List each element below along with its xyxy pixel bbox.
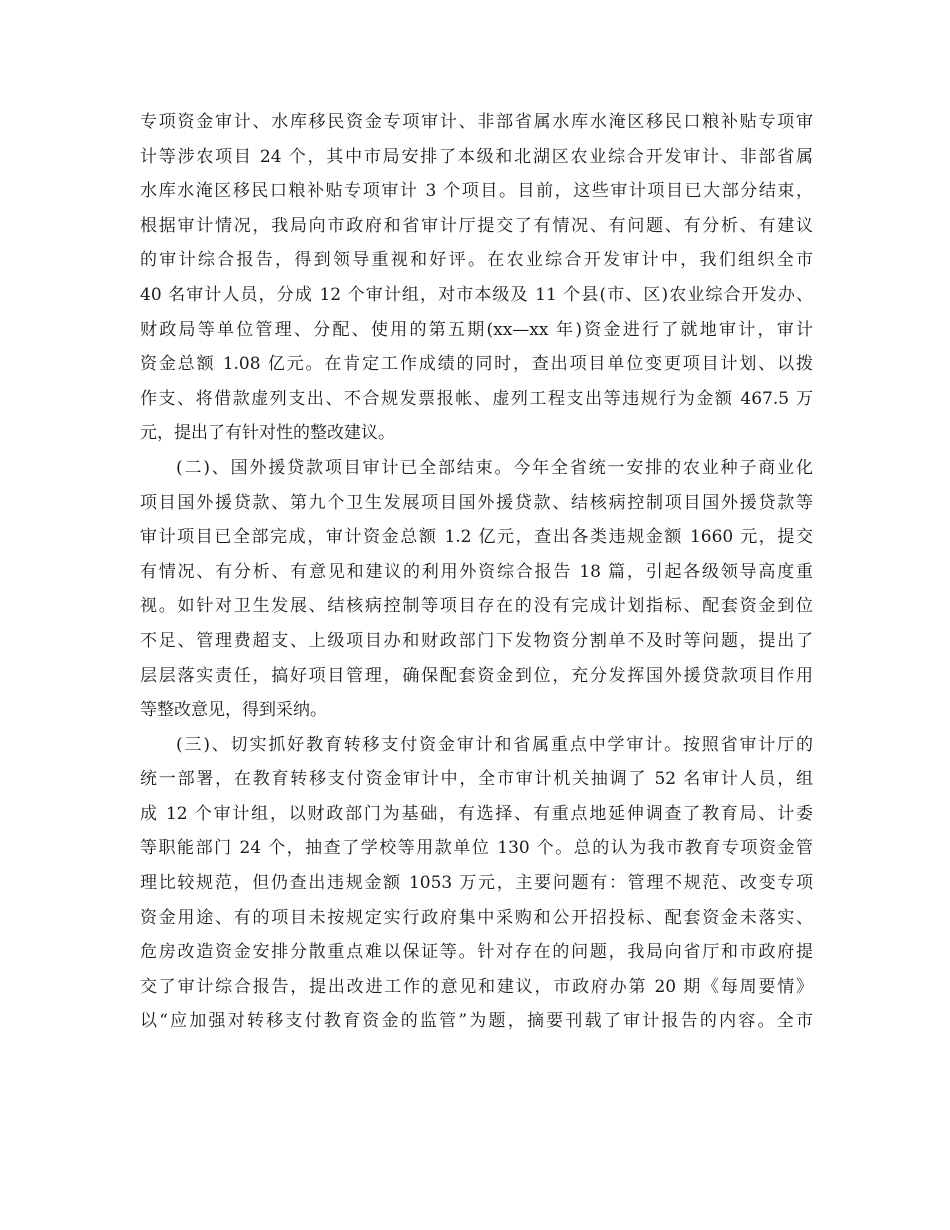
text-line: 不足、管理费超支、上级项目办和财政部门下发物资分割单不及时等问题，提出了 — [140, 630, 813, 651]
text-line: 视。如针对卫生发展、结核病控制等项目存在的没有完成计划指标、配套资金到位 — [140, 596, 813, 617]
text-line: 财政局等单位管理、分配、使用的第五期(xx—xx 年)资金进行了就地审计，审计 — [140, 319, 813, 340]
text-line: 专项资金审计、水库移民资金专项审计、非部省属水库水淹区移民口粮补贴专项审 — [140, 112, 813, 132]
text-line: 元，提出了有针对性的整改建议。 — [140, 423, 395, 444]
text-line: 40 名审计人员，分成 12 个审计组，对市本级及 11 个县(市、区)农业综合开发办、 — [140, 284, 813, 305]
text-line: 危房改造资金安排分散重点难以保证等。针对存在的问题，我局向省厅和市政府提 — [140, 942, 813, 963]
text-line: (二)、国外援贷款项目审计已全部结束。今年全省统一安排的农业种子商业化 — [176, 457, 813, 478]
text-line: 审计项目已全部完成，审计资金总额 1.2 亿元，查出各类违规金额 1660 元，提交 — [140, 527, 813, 548]
text-line: 计等涉农项目 24 个，其中市局安排了本级和北湖区农业综合开发审计、非部省属 — [140, 146, 813, 167]
text-line: 等整改意见，得到采纳。 — [140, 700, 327, 721]
text-line: 资金用途、有的项目未按规定实行政府集中采购和公开招投标、配套资金未落实、 — [140, 907, 813, 928]
text-line: 以“应加强对转移支付教育资金的监管”为题，摘要刊载了审计报告的内容。全市 — [140, 1011, 813, 1032]
text-line: 等职能部门 24 个，抽查了学校等用款单位 130 个。总的认为我市教育专项资金管 — [140, 838, 813, 859]
text-line: 资金总额 1.08 亿元。在肯定工作成绩的同时，查出项目单位变更项目计划、以拨 — [140, 354, 813, 375]
text-line: 有情况、有分析、有意见和建议的利用外资综合报告 18 篇，引起各级领导高度重 — [140, 561, 813, 582]
text-line: (三)、切实抓好教育转移支付资金审计和省属重点中学审计。按照省审计厅的 — [176, 734, 813, 755]
text-line: 项目国外援贷款、第九个卫生发展项目国外援贷款、结核病控制项目国外援贷款等 — [140, 492, 813, 513]
text-line: 层层落实责任，搞好项目管理，确保配套资金到位，充分发挥国外援贷款项目作用 — [140, 665, 813, 686]
text-line: 交了审计综合报告，提出改进工作的意见和建议，市政府办第 20 期《每周要情》 — [140, 976, 813, 997]
text-line: 根据审计情况，我局向市政府和省审计厅提交了有情况、有问题、有分析、有建议 — [140, 215, 813, 236]
text-line: 作支、将借款虚列支出、不合规发票报帐、虚列工程支出等违规行为金额 467.5 万 — [140, 388, 813, 409]
text-line: 水库水淹区移民口粮补贴专项审计 3 个项目。目前，这些审计项目已大部分结束， — [140, 181, 813, 202]
text-line: 统一部署，在教育转移支付资金审计中，全市审计机关抽调了 52 名审计人员，组 — [140, 769, 813, 790]
text-line: 理比较规范，但仍查出违规金额 1053 万元，主要问题有：管理不规范、改变专项 — [140, 873, 813, 894]
text-line: 的审计综合报告，得到领导重视和好评。在农业综合开发审计中，我们组织全市 — [140, 250, 813, 271]
document-body — [140, 105, 813, 1039]
text-line: 成 12 个审计组，以财政部门为基础，有选择、有重点地延伸调查了教育局、计委 — [140, 803, 813, 824]
